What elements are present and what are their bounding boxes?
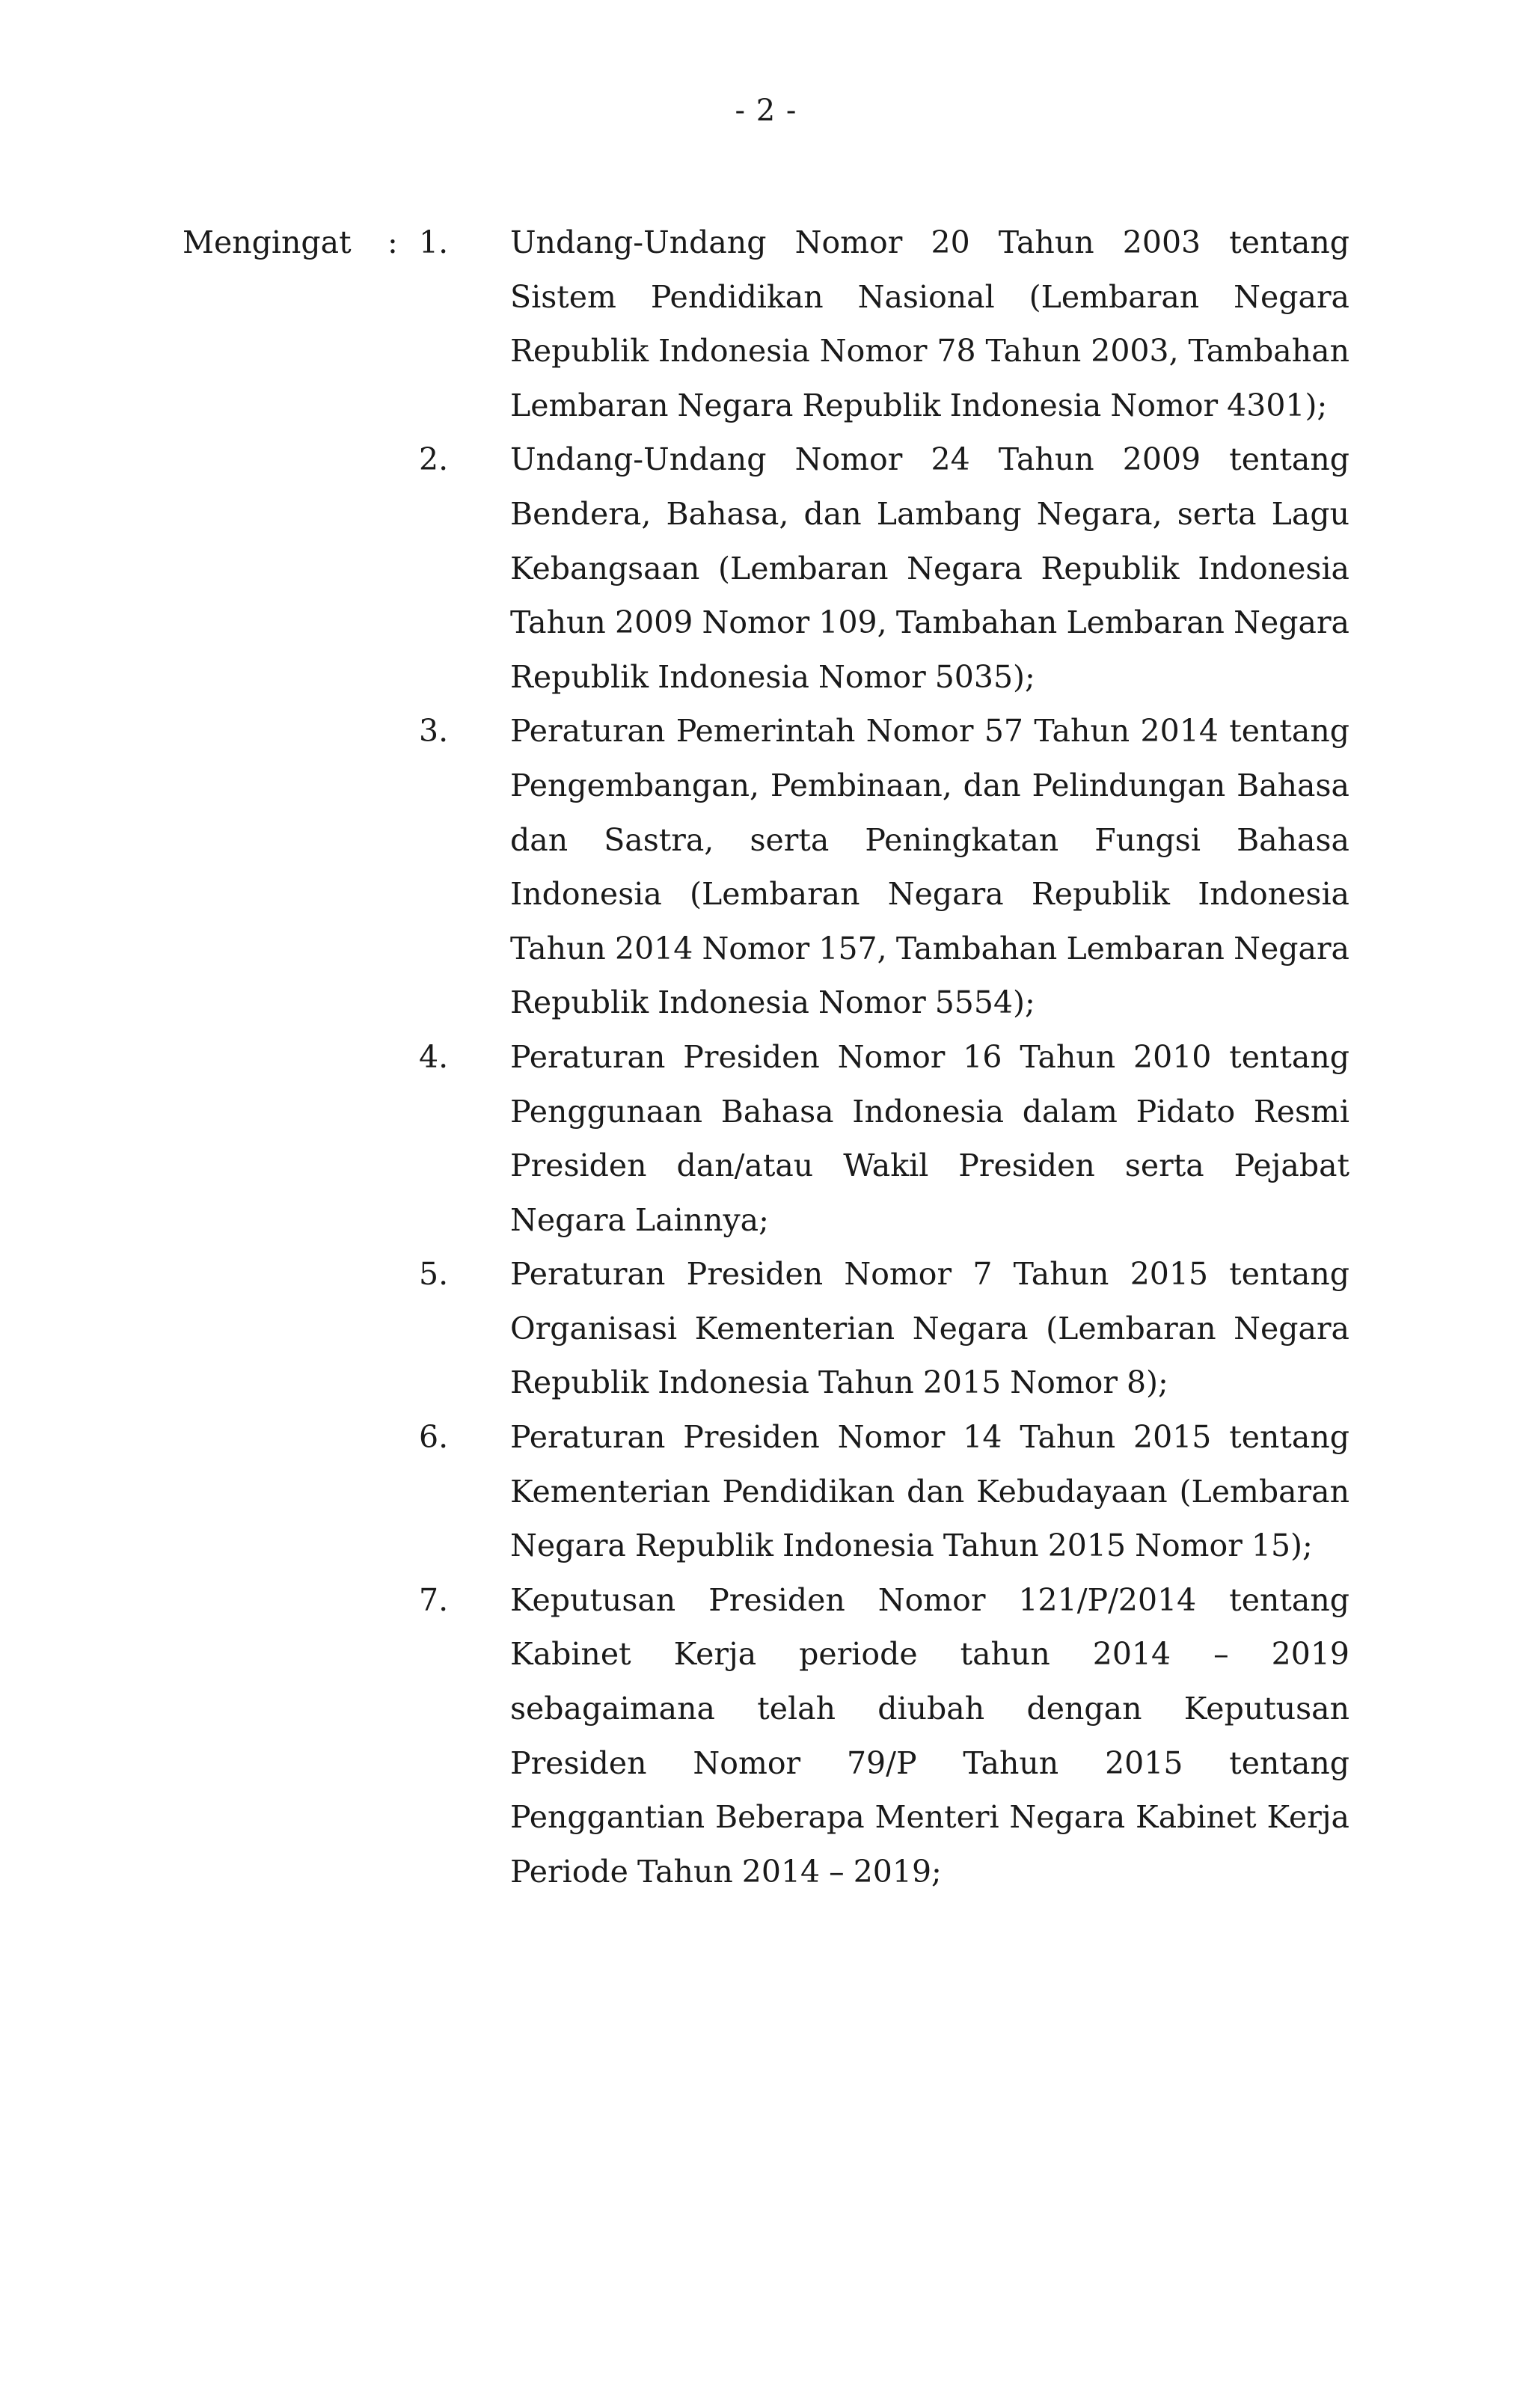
considering-label: Mengingat xyxy=(183,224,352,260)
list-item-text: Keputusan Presiden Nomor 121/P/2014 tentang Kabinet Kerja periode tahun 2014 – 2019 sebagaimana telah diubah dengan Keputusan Presiden Nomor 79/P Tahun 2015 tentang Penggantian Beberapa Menteri Negara Kabinet Kerja Periode Tahun 2014 – 2019; xyxy=(510,1581,1349,1890)
list-item-text: Undang-Undang Nomor 20 Tahun 2003 tentang Sistem Pendidikan Nasional (Lembaran Negara Republik Indonesia Nomor 78 Tahun 2003, Tambahan Lembaran Negara Republik Indonesia Nomor 4301); xyxy=(510,224,1349,423)
list-item-number: 6. xyxy=(419,1419,449,1456)
list-item-number: 1. xyxy=(419,224,449,260)
list-item xyxy=(419,432,1349,704)
list-item-number: 3. xyxy=(419,713,449,750)
list-item xyxy=(419,1410,1349,1573)
list-item xyxy=(419,1030,1349,1247)
list-item xyxy=(419,1247,1349,1410)
considering-list xyxy=(419,215,1349,1899)
list-item-text: Peraturan Presiden Nomor 14 Tahun 2015 tentang Kementerian Pendidikan dan Kebudayaan (Lembaran Negara Republik Indonesia Tahun 2015 Nomor 15); xyxy=(510,1419,1349,1564)
list-item-text: Undang-Undang Nomor 24 Tahun 2009 tentang Bendera, Bahasa, dan Lambang Negara, serta Lagu Kebangsaan (Lembaran Negara Republik Indonesia Tahun 2009 Nomor 109, Tambahan Lembaran Negara Republik Indonesia Nomor 5035); xyxy=(510,441,1349,695)
considering-colon: : xyxy=(387,224,398,260)
list-item xyxy=(419,215,1349,432)
list-item-number: 4. xyxy=(419,1038,449,1075)
list-item-text: Peraturan Presiden Nomor 7 Tahun 2015 tentang Organisasi Kementerian Negara (Lembaran Negara Republik Indonesia Tahun 2015 Nomor 8); xyxy=(510,1256,1349,1401)
list-item-number: 7. xyxy=(419,1581,449,1618)
list-item-number: 2. xyxy=(419,441,449,478)
list-item-text: Peraturan Pemerintah Nomor 57 Tahun 2014 tentang Pengembangan, Pembinaan, dan Pelindungan Bahasa dan Sastra, serta Peningkatan Fungsi Bahasa Indonesia (Lembaran Negara Republik Indonesia Tahun 2014 Nomor 157, Tambahan Lembaran Negara Republik Indonesia Nomor 5554); xyxy=(510,713,1349,1021)
list-item xyxy=(419,1573,1349,1899)
page-number: - 2 - xyxy=(735,94,797,128)
list-item xyxy=(419,704,1349,1030)
list-item-text: Peraturan Presiden Nomor 16 Tahun 2010 tentang Penggunaan Bahasa Indonesia dalam Pidato Resmi Presiden dan/atau Wakil Presiden serta Pejabat Negara Lainnya; xyxy=(510,1038,1349,1238)
list-item-number: 5. xyxy=(419,1256,449,1293)
